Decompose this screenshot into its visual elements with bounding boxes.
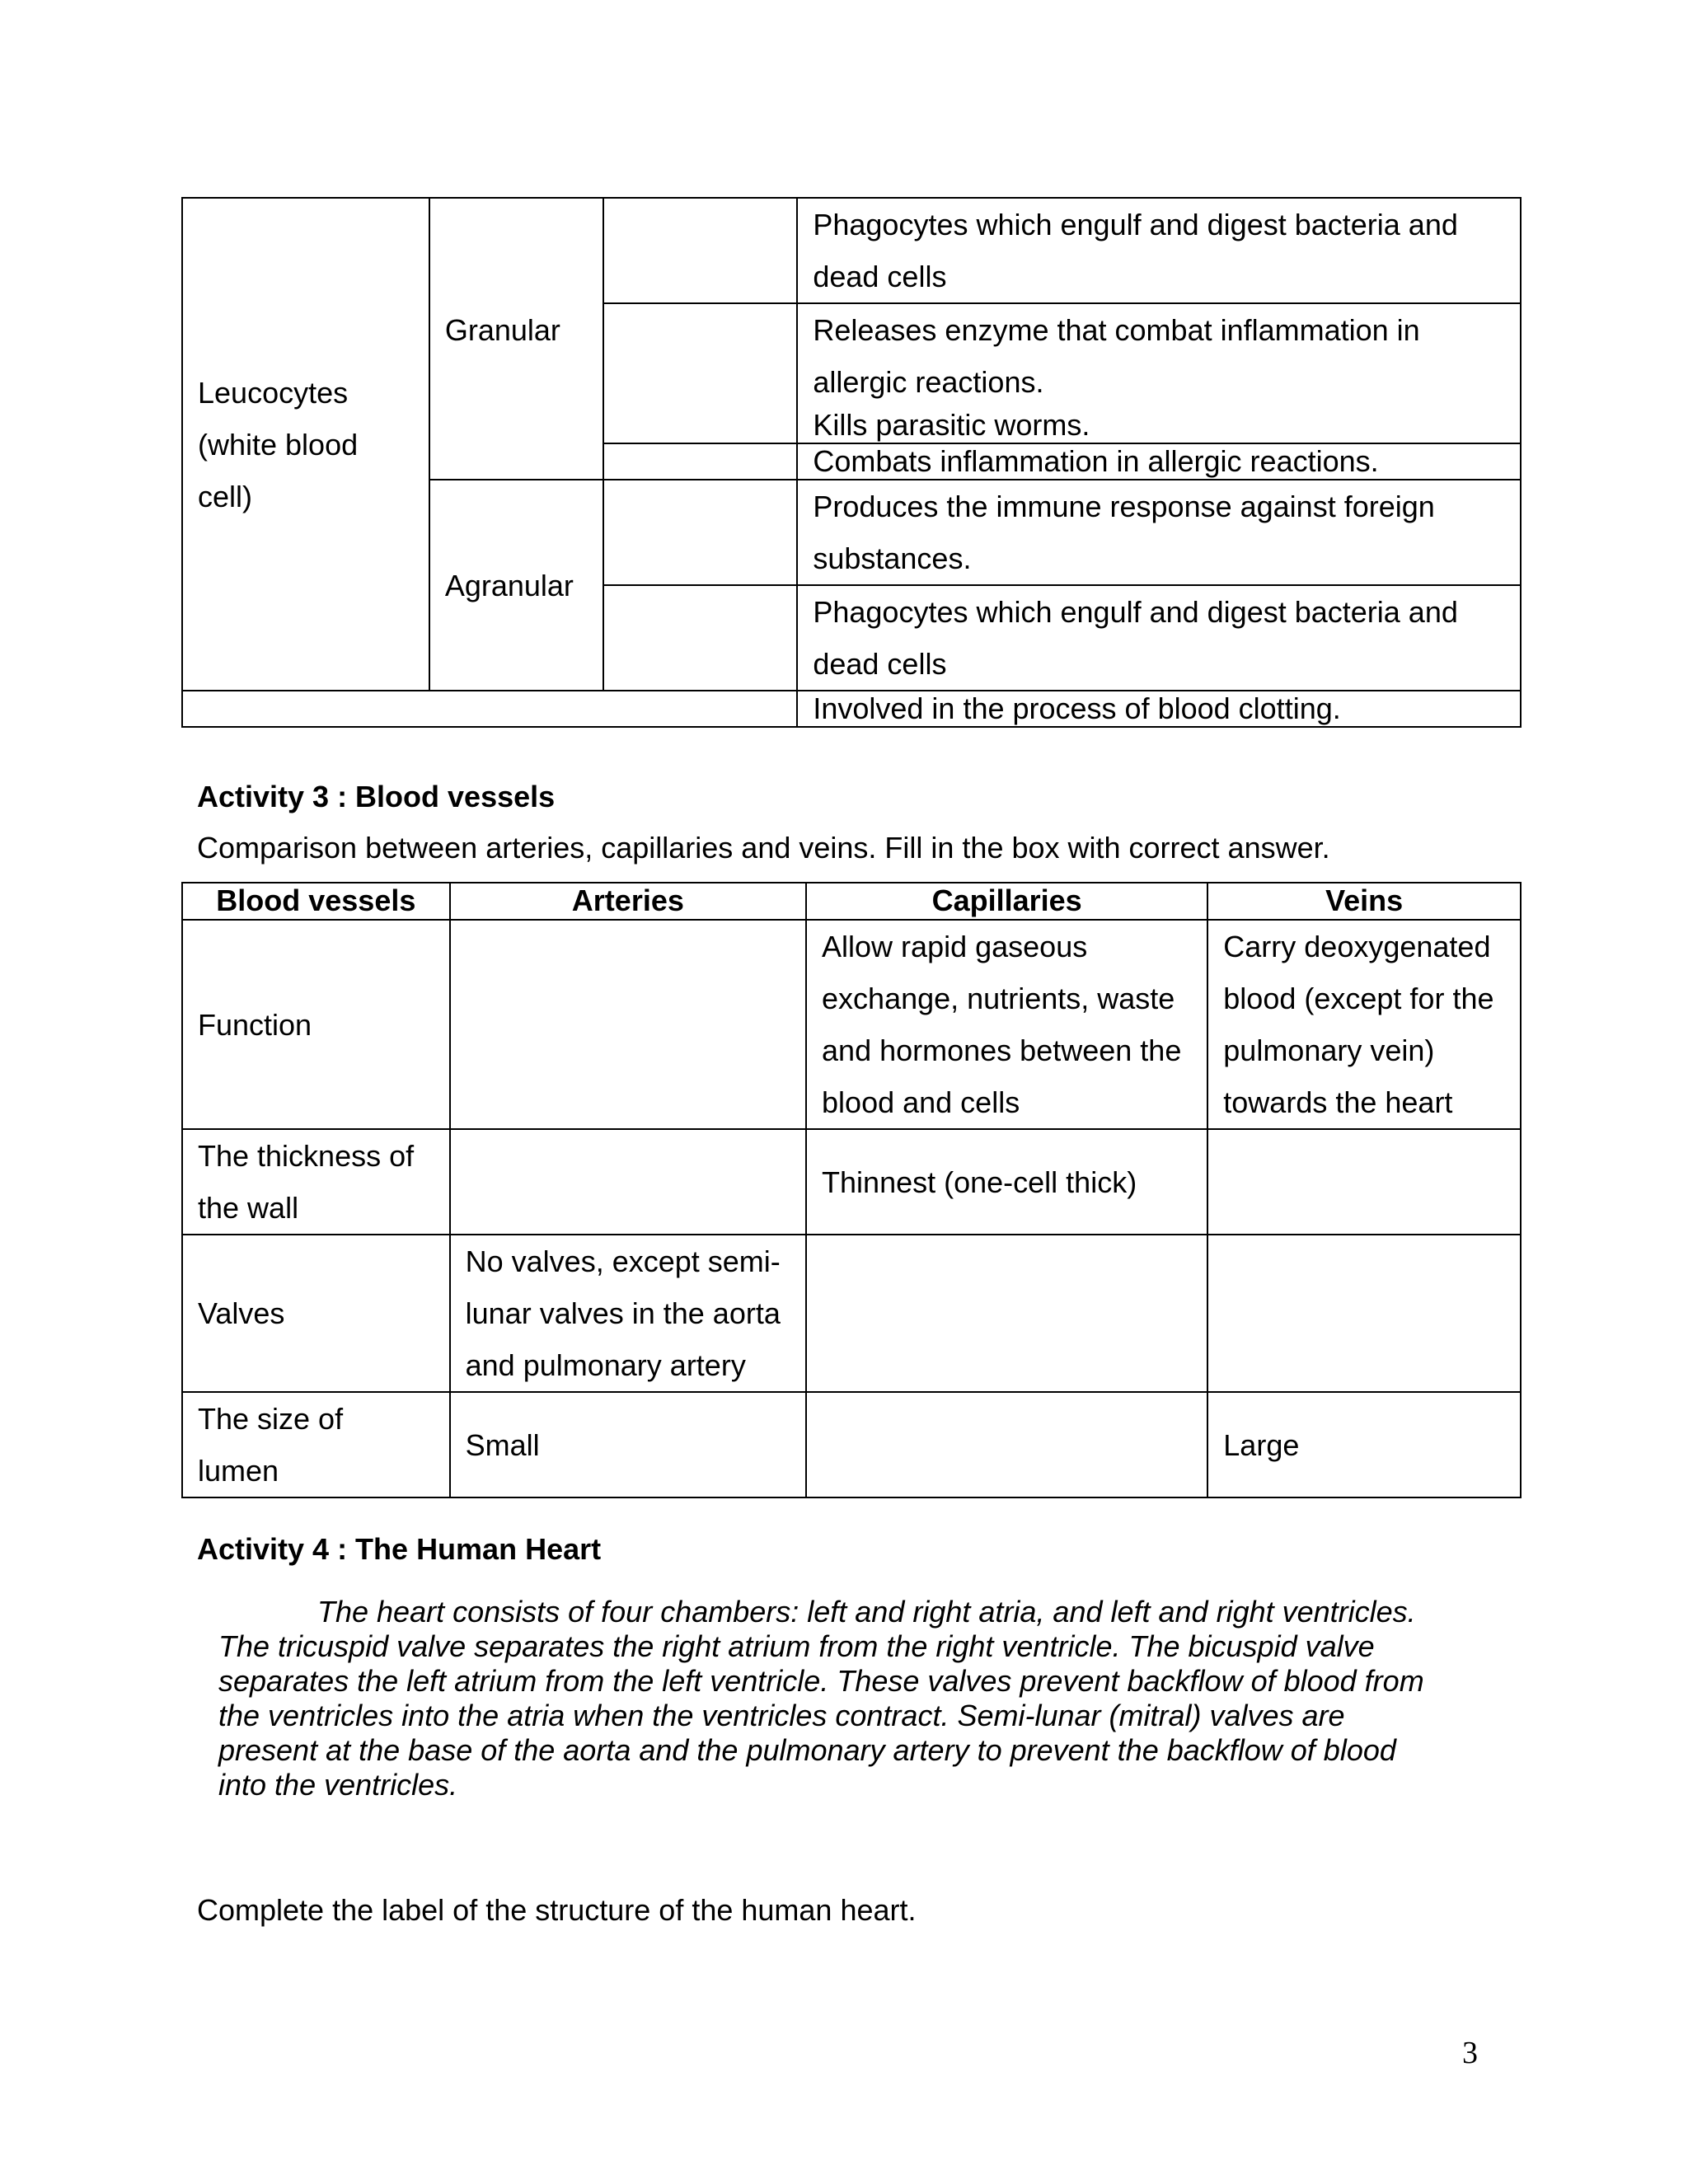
text-line: lumen bbox=[198, 1454, 279, 1488]
paragraph-line: the ventricles into the atria when the ventricles contract. Semi-lunar (mitral) valves are bbox=[218, 1699, 1345, 1732]
function-cell bbox=[797, 198, 1521, 303]
text-line: Carry deoxygenated bbox=[1223, 930, 1491, 963]
capillaries-cell bbox=[806, 1129, 1207, 1235]
text-line: Phagocytes which engulf and digest bacteria and bbox=[813, 595, 1458, 629]
function-cell bbox=[797, 585, 1521, 691]
blank-answer-cell[interactable] bbox=[1207, 1129, 1521, 1235]
text-line: The size of bbox=[198, 1402, 344, 1436]
blank-answer-cell[interactable] bbox=[603, 585, 798, 691]
text-line: Releases enzyme that combat inflammation in bbox=[813, 313, 1420, 347]
text-line: Involved in the process of blood clotting. bbox=[813, 691, 1341, 725]
text-line: Allow rapid gaseous bbox=[822, 930, 1088, 963]
heart-paragraph bbox=[218, 1595, 1537, 1802]
row-label bbox=[182, 1392, 450, 1497]
paragraph-line: into the ventricles. bbox=[218, 1768, 458, 1802]
activity3-heading: Activity 3 : Blood vessels bbox=[197, 780, 556, 813]
table-row bbox=[182, 920, 1521, 1129]
leucocyte-table bbox=[181, 197, 1522, 728]
activity4-instruction: Complete the label of the structure of the human heart. bbox=[197, 1893, 917, 1927]
blank-answer-cell[interactable] bbox=[450, 1129, 806, 1235]
text-line: and pulmonary artery bbox=[465, 1348, 746, 1382]
text-line: dead cells bbox=[813, 647, 947, 681]
activity4-heading: Activity 4 : The Human Heart bbox=[197, 1532, 602, 1566]
page-number: 3 bbox=[1462, 2036, 1478, 2070]
leucocytes-line: cell) bbox=[198, 479, 253, 513]
paragraph-line: separates the left atrium from the left ventricle. These valves prevent backflow of blood from bbox=[218, 1664, 1424, 1698]
text-line: The thickness of bbox=[198, 1139, 415, 1173]
text-line: Small bbox=[465, 1427, 540, 1462]
text-line: Large bbox=[1223, 1427, 1300, 1462]
blank-answer-cell[interactable] bbox=[806, 1392, 1207, 1497]
agranular-label: Agranular bbox=[444, 568, 574, 602]
header-blood-vessels: Blood vessels bbox=[182, 883, 450, 920]
text-line: Kills parasitic worms. bbox=[813, 408, 1090, 442]
leucocytes-line: (white blood bbox=[198, 427, 359, 462]
header-arteries: Arteries bbox=[450, 883, 806, 920]
text-line: and hormones between the bbox=[822, 1033, 1182, 1067]
blank-answer-cell[interactable] bbox=[603, 198, 798, 303]
blank-answer-cell[interactable] bbox=[603, 303, 798, 443]
blood-vessels-table bbox=[181, 882, 1522, 1498]
function-cell bbox=[797, 443, 1521, 480]
paragraph-line: present at the base of the aorta and the pulmonary artery to prevent the backflow of blood bbox=[218, 1733, 1396, 1767]
text-line: towards the heart bbox=[1223, 1085, 1453, 1119]
leucocytes-cell bbox=[182, 198, 429, 691]
header-capillaries: Capillaries bbox=[806, 883, 1207, 920]
paragraph-line: The heart consists of four chambers: left and right atria, and left and right ventricles. bbox=[317, 1595, 1416, 1629]
paragraph-line: The tricuspid valve separates the right atrium from the right ventricle. The bicuspid valve bbox=[218, 1629, 1375, 1663]
table-row bbox=[182, 1392, 1521, 1497]
blank-answer-cell[interactable] bbox=[182, 691, 797, 727]
text-line: Function bbox=[198, 1007, 312, 1042]
arteries-cell bbox=[450, 1392, 806, 1497]
blank-answer-cell[interactable] bbox=[603, 480, 798, 585]
veins-cell bbox=[1207, 1392, 1521, 1497]
arteries-cell bbox=[450, 1235, 806, 1392]
activity3-instruction: Comparison between arteries, capillaries and veins. Fill in the box with correct answer. bbox=[197, 831, 1330, 865]
text-line: Produces the immune response against foreign bbox=[813, 490, 1435, 523]
text-line: substances. bbox=[813, 541, 972, 575]
text-line: dead cells bbox=[813, 260, 947, 293]
blank-answer-cell[interactable] bbox=[450, 920, 806, 1129]
text-line: No valves, except semi- bbox=[465, 1244, 781, 1278]
text-line: Valves bbox=[198, 1296, 285, 1330]
text-line: blood (except for the bbox=[1223, 982, 1494, 1015]
row-label bbox=[182, 1129, 450, 1235]
text-line: the wall bbox=[198, 1191, 299, 1225]
text-line: allergic reactions. bbox=[813, 365, 1044, 399]
granular-cell bbox=[429, 198, 603, 480]
row-label bbox=[182, 1235, 450, 1392]
row-label bbox=[182, 920, 450, 1129]
text-line: Thinnest (one-cell thick) bbox=[822, 1165, 1137, 1199]
function-cell bbox=[797, 691, 1521, 727]
capillaries-cell bbox=[806, 920, 1207, 1129]
header-veins: Veins bbox=[1207, 883, 1521, 920]
blank-answer-cell[interactable] bbox=[806, 1235, 1207, 1392]
leucocytes-line: Leucocytes bbox=[198, 375, 349, 410]
agranular-cell bbox=[429, 480, 603, 691]
text-line: exchange, nutrients, waste bbox=[822, 982, 1175, 1015]
veins-cell bbox=[1207, 920, 1521, 1129]
text-line: Combats inflammation in allergic reactions. bbox=[813, 444, 1379, 478]
table-row bbox=[182, 1129, 1521, 1235]
function-cell bbox=[797, 480, 1521, 585]
text-line: blood and cells bbox=[822, 1085, 1020, 1119]
table-row bbox=[182, 1235, 1521, 1392]
blank-answer-cell[interactable] bbox=[603, 443, 798, 480]
text-line: lunar valves in the aorta bbox=[465, 1296, 781, 1330]
function-cell bbox=[797, 303, 1521, 443]
granular-label: Granular bbox=[444, 313, 560, 347]
blank-answer-cell[interactable] bbox=[1207, 1235, 1521, 1392]
text-line: Phagocytes which engulf and digest bacteria and bbox=[813, 208, 1458, 241]
text-line: pulmonary vein) bbox=[1223, 1033, 1435, 1067]
